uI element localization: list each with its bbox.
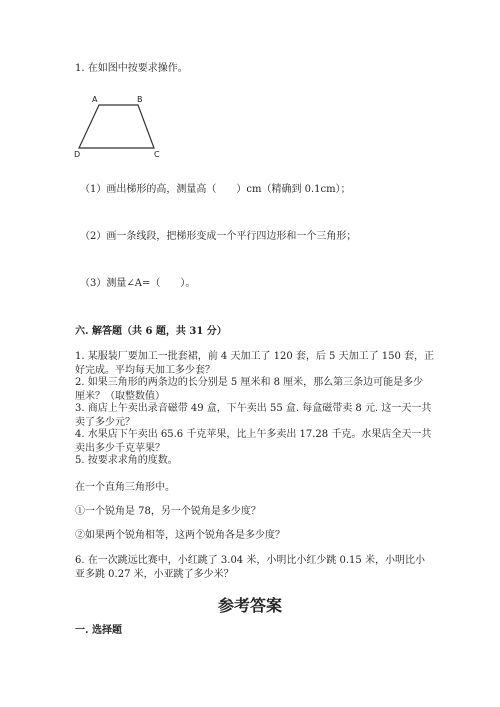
answers-section-1: 一. 选择题	[75, 625, 122, 636]
answers-title: 参考答案	[217, 596, 282, 615]
question-1-title: 1. 在如图中按要求操作。	[75, 63, 188, 74]
problem-3-line-1: 3. 商店上午卖出录音磁带 49 盒，下午卖出 55 盒. 每盒磁带卖 8 元. 这一天一共	[75, 403, 432, 414]
vertex-label-d: D	[74, 150, 81, 159]
problem-3-line-2: 卖了多少元？	[75, 417, 135, 428]
vertex-label-a: A	[92, 95, 98, 104]
question-1-sub-3: （3）测量∠A=（ ）。	[80, 278, 196, 289]
problem-6-line-2: 亚多跳 0.27 米，小亚跳了多少米？	[75, 569, 234, 580]
problem-1-line-1: 1. 某服装厂要加工一批套裙，前 4 天加工了 120 套，后 5 天加工了 150 套，正	[75, 351, 435, 362]
problem-4-line-1: 4. 水果店下午卖出 65.6 千克苹果，比上午多卖出 17.28 千克。水果店全天一共	[75, 429, 432, 440]
trapezoid-shape	[79, 105, 154, 148]
problem-5-title: 5. 按要求求角的度数。	[75, 455, 178, 466]
problem-5-intro: 在一个直角三角形中。	[75, 482, 175, 493]
problem-5-part-b: ②如果两个锐角相等，这两个锐角各是多少度？	[75, 530, 285, 541]
problem-2-line-2: 厘米？（取整数值）	[75, 391, 165, 402]
problem-6-line-1: 6. 在一次跳远比赛中，小红跳了 3.04 米，小明比小红少跳 0.15 米，小明比小	[75, 555, 425, 566]
question-1-sub-2: （2）画一条线段，把梯形变成一个平行四边形和一个三角形；	[80, 231, 357, 242]
problem-1-line-2: 好完成。平均每天加工多少套？	[75, 365, 215, 376]
section-6-heading: 六. 解答题（共 6 题，共 31 分）	[75, 326, 227, 337]
trapezoid-figure	[70, 90, 170, 160]
vertex-label-b: B	[137, 95, 143, 104]
problem-2-line-1: 2. 如果三角形的两条边的长分别是 5 厘米和 8 厘米，那么第三条边可能是多少	[75, 377, 424, 388]
problem-5-part-a: ①一个锐角是 78，另一个锐角是多少度？	[75, 506, 261, 517]
vertex-label-c: C	[154, 150, 160, 159]
question-1-sub-1: （1）画出梯形的高，测量高（ ）cm（精确到 0.1cm）；	[80, 184, 351, 195]
problem-4-line-2: 卖出多少千克苹果？	[75, 443, 165, 454]
